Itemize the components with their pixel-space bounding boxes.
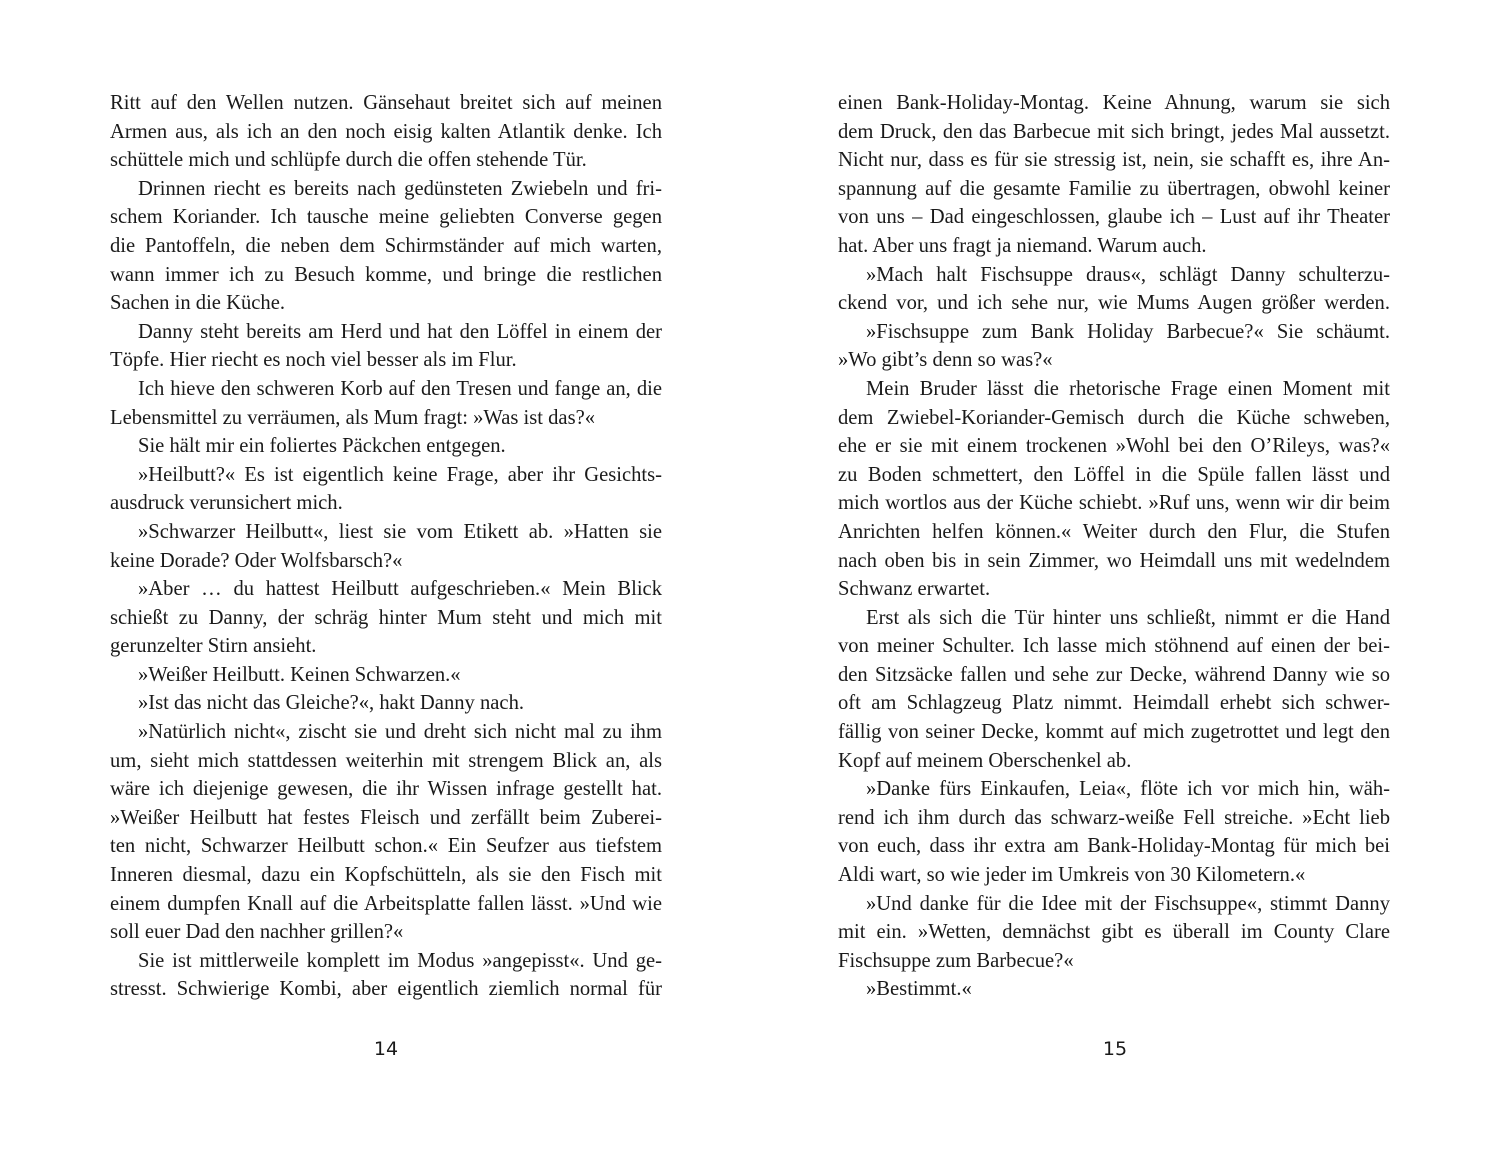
text-line: Töpfe. Hier riecht es noch viel besser als im Flur. bbox=[110, 349, 517, 372]
text-line: Kopf auf meinem Oberschenkel ab. bbox=[838, 749, 1132, 772]
text-line: »Ist das nicht das Gleiche?«, hakt Danny nach. bbox=[138, 692, 525, 715]
text-line: Inneren diesmal, dazu ein Kopfschütteln, als sie den Fisch mit bbox=[110, 864, 662, 887]
text-line: von meiner Schulter. Ich lasse mich stöhnend auf einen der bei- bbox=[838, 635, 1390, 658]
text-line: einem dumpfen Knall auf die Arbeitsplatte fallen lässt. »Und wie bbox=[110, 892, 662, 915]
text-line: fällig von seiner Decke, kommt auf mich zugetrottet und legt den bbox=[838, 721, 1390, 744]
text-line: gerunzelter Stirn ansieht. bbox=[110, 635, 317, 658]
text-line: »Und danke für die Idee mit der Fischsuppe«, stimmt Danny bbox=[866, 892, 1390, 915]
text-line: dem Zwiebel-Koriander-Gemisch durch die Küche schweben, bbox=[838, 406, 1390, 429]
text-line: Lebensmittel zu verräumen, als Mum fragt: »Was ist das?« bbox=[110, 406, 596, 429]
text-line: Drinnen riecht es bereits nach gedünsteten Zwiebeln und fri- bbox=[138, 177, 662, 200]
text-line: Danny steht bereits am Herd und hat den Löffel in einem der bbox=[138, 320, 662, 343]
text-line: wäre ich diejenige gewesen, die ihr Wissen infrage gestellt hat. bbox=[110, 778, 662, 801]
text-line: um, sieht mich stattdessen weiterhin mit strengem Blick an, als bbox=[110, 749, 662, 772]
text-line: von euch, dass ihr extra am Bank-Holiday-Montag für mich bei bbox=[838, 835, 1390, 858]
text-line: ehe er sie mit einem trockenen »Wohl bei den O’Rileys, was?« bbox=[838, 435, 1390, 458]
text-line: soll euer Dad den nachher grillen?« bbox=[110, 921, 404, 944]
text-line: »Heilbutt?« Es ist eigentlich keine Frage, aber ihr Gesichts- bbox=[138, 463, 662, 486]
text-line: dem Druck, den das Barbecue mit sich bringt, jedes Mal aussetzt. bbox=[838, 120, 1390, 143]
left-page-text bbox=[110, 89, 662, 1004]
text-line: »Fischsuppe zum Bank Holiday Barbecue?« Sie schäumt. bbox=[866, 320, 1390, 343]
right-page-text bbox=[838, 89, 1390, 1004]
text-line: ckend vor, und ich sehe nur, wie Mums Augen größer werden. bbox=[838, 292, 1390, 315]
text-line: Ritt auf den Wellen nutzen. Gänsehaut breitet sich auf meinen bbox=[110, 92, 662, 114]
text-line: Sachen in die Küche. bbox=[110, 292, 285, 315]
text-line: Mein Bruder lässt die rhetorische Frage einen Moment mit bbox=[866, 377, 1390, 400]
text-line: Aldi wart, so wie jeder im Umkreis von 30 Kilometern.« bbox=[838, 864, 1306, 887]
text-line: »Weißer Heilbutt. Keinen Schwarzen.« bbox=[138, 663, 461, 686]
text-line: hat. Aber uns fragt ja niemand. Warum auch. bbox=[838, 234, 1207, 257]
text-line: Anrichten helfen können.« Weiter durch den Flur, die Stufen bbox=[838, 520, 1390, 543]
text-line: schem Koriander. Ich tausche meine geliebten Converse gegen bbox=[110, 206, 662, 229]
text-line: Sie ist mittlerweile komplett im Modus »angepisst«. Und ge- bbox=[138, 949, 662, 972]
text-line: stresst. Schwierige Kombi, aber eigentlich ziemlich normal für bbox=[110, 978, 662, 1001]
text-line: wann immer ich zu Besuch komme, und bringe die restlichen bbox=[110, 263, 662, 286]
text-line: Fischsuppe zum Barbecue?« bbox=[838, 949, 1074, 972]
text-line: schießt zu Danny, der schräg hinter Mum steht und mich mit bbox=[110, 606, 662, 629]
page-number-right: 15 bbox=[1102, 1038, 1128, 1060]
text-line: einen Bank-Holiday-Montag. Keine Ahnung, warum sie sich bbox=[838, 92, 1390, 114]
text-line: »Danke fürs Einkaufen, Leia«, flöte ich vor mich hin, wäh- bbox=[866, 778, 1390, 801]
text-line: mit ein. »Wetten, demnächst gibt es überall im County Clare bbox=[838, 921, 1390, 944]
text-line: spannung auf die gesamte Familie zu übertragen, obwohl keiner bbox=[838, 177, 1390, 200]
text-line: »Weißer Heilbutt hat festes Fleisch und zerfällt beim Zuberei- bbox=[110, 806, 662, 829]
text-line: nach oben bis in sein Zimmer, wo Heimdall uns mit wedelndem bbox=[838, 549, 1390, 572]
text-line: keine Dorade? Oder Wolfsbarsch?« bbox=[110, 549, 403, 572]
text-line: »Bestimmt.« bbox=[866, 978, 972, 1001]
text-line: Armen aus, als ich an den noch eisig kalten Atlantik denke. Ich bbox=[110, 120, 662, 143]
text-line: »Schwarzer Heilbutt«, liest sie vom Etikett ab. »Hatten sie bbox=[138, 520, 662, 543]
text-line: »Mach halt Fischsuppe draus«, schlägt Danny schulterzu- bbox=[866, 263, 1390, 286]
page-number-left: 14 bbox=[373, 1038, 399, 1060]
text-line: Nicht nur, dass es für sie stressig ist, nein, sie schafft es, ihre An- bbox=[838, 149, 1390, 172]
text-line: oft am Schlagzeug Platz nimmt. Heimdall erhebt sich schwer- bbox=[838, 692, 1390, 715]
text-line: Erst als sich die Tür hinter uns schließt, nimmt er die Hand bbox=[866, 606, 1390, 629]
text-line: mich wortlos aus der Küche schiebt. »Ruf uns, wenn wir dir beim bbox=[838, 492, 1390, 515]
text-line: Sie hält mir ein foliertes Päckchen entgegen. bbox=[138, 435, 506, 458]
text-line: zu Boden schmettert, den Löffel in die Spüle fallen lässt und bbox=[838, 463, 1390, 486]
text-line: »Wo gibt’s denn so was?« bbox=[838, 349, 1053, 372]
text-line: rend ich ihm durch das schwarz-weiße Fell streiche. »Echt lieb bbox=[838, 806, 1390, 829]
text-line: von uns – Dad eingeschlossen, glaube ich – Lust auf ihr Theater bbox=[838, 206, 1390, 229]
text-line: die Pantoffeln, die neben dem Schirmständer auf mich warten, bbox=[110, 234, 662, 257]
text-line: schüttele mich und schlüpfe durch die offen stehende Tür. bbox=[110, 149, 587, 172]
text-line: »Natürlich nicht«, zischt sie und dreht sich nicht mal zu ihm bbox=[138, 721, 662, 744]
text-line: »Aber … du hattest Heilbutt aufgeschrieben.« Mein Blick bbox=[138, 578, 662, 601]
text-line: Ich hieve den schweren Korb auf den Tresen und fange an, die bbox=[138, 377, 662, 400]
text-line: den Sitzsäcke fallen und sehe zur Decke, während Danny wie so bbox=[838, 663, 1390, 686]
text-line: Schwanz erwartet. bbox=[838, 578, 991, 601]
text-line: ausdruck verunsichert mich. bbox=[110, 492, 343, 515]
text-line: ten nicht, Schwarzer Heilbutt schon.« Ein Seufzer aus tiefstem bbox=[110, 835, 662, 858]
